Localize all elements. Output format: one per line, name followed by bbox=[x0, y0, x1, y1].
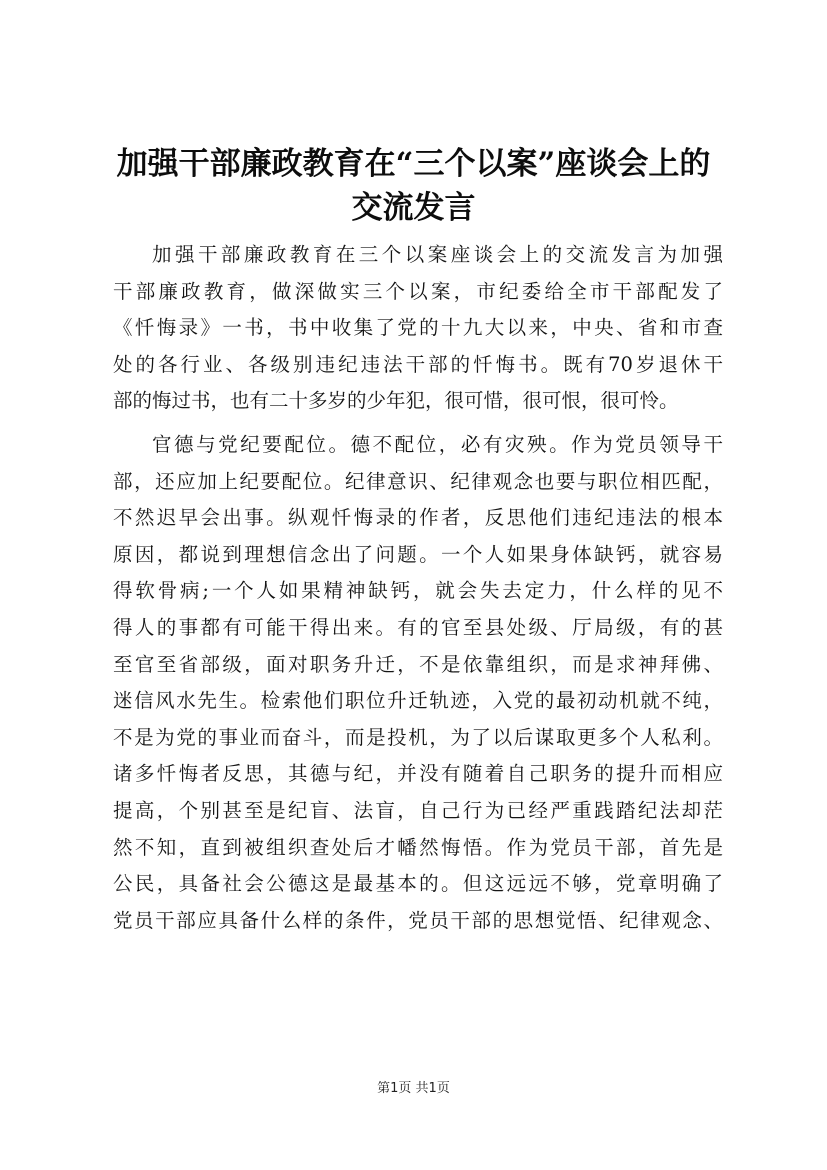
document-body bbox=[113, 237, 723, 939]
paragraph-line: 得软骨病;一个人如果精神缺钙，就会失去定力，什么样的见不 bbox=[113, 579, 723, 603]
paragraph-line: 得人的事都有可能干得出来。有的官至县处级、厅局级，有的甚 bbox=[113, 615, 723, 639]
paragraph-2 bbox=[113, 427, 723, 939]
page-title bbox=[80, 142, 747, 230]
paragraph-line: 至官至省部级，面对职务升迁，不是依靠组织，而是求神拜佛、 bbox=[113, 652, 723, 676]
page-footer: 第1页 共1页 bbox=[377, 1081, 450, 1096]
paragraph-line: 不然迟早会出事。纵观忏悔录的作者，反思他们违纪违法的根本 bbox=[113, 506, 723, 530]
paragraph-line: 《忏悔录》一书，书中收集了党的十九大以来，中央、省和市查 bbox=[113, 316, 723, 340]
paragraph-spacer bbox=[113, 420, 723, 427]
paragraph-line: 官德与党纪要配位。德不配位，必有灾殃。作为党员领导干 bbox=[152, 432, 723, 456]
paragraph-line: 原因，都说到理想信念出了问题。一个人如果身体缺钙，就容易 bbox=[113, 542, 723, 566]
paragraph-line: 部的悔过书，也有二十多岁的少年犯，很可惜，很可恨，很可怜。 bbox=[113, 389, 679, 413]
paragraph-line: 公民，具备社会公德这是最基本的。但这远远不够，党章明确了 bbox=[113, 872, 723, 896]
paragraph-line: 迷信风水先生。检索他们职位升迁轨迹，入党的最初动机就不纯， bbox=[113, 689, 723, 713]
paragraph-line: 干部廉政教育，做深做实三个以案，市纪委给全市干部配发了 bbox=[113, 279, 723, 303]
paragraph-line: 提高，个别甚至是纪盲、法盲，自己行为已经严重践踏纪法却茫 bbox=[113, 798, 723, 822]
paragraph-line: 加强干部廉政教育在三个以案座谈会上的交流发言为加强 bbox=[152, 243, 723, 266]
paragraph-line: 诸多忏悔者反思，其德与纪，并没有随着自己职务的提升而相应 bbox=[113, 762, 723, 786]
title-line-1: 加强干部廉政教育在“三个以案”座谈会上的 bbox=[116, 146, 711, 182]
paragraph-line: 部，还应加上纪要配位。纪律意识、纪律观念也要与职位相匹配， bbox=[113, 469, 723, 493]
title-line-2: 交流发言 bbox=[351, 190, 476, 226]
paragraph-line: 处的各行业、各级别违纪违法干部的忏悔书。既有70岁退休干 bbox=[113, 352, 723, 376]
paragraph-line: 然不知，直到被组织查处后才幡然悔悟。作为党员干部，首先是 bbox=[113, 835, 723, 859]
paragraph-line: 不是为党的事业而奋斗，而是投机，为了以后谋取更多个人私利。 bbox=[113, 725, 723, 749]
paragraph-1 bbox=[113, 237, 723, 420]
paragraph-line: 党员干部应具备什么样的条件，党员干部的思想觉悟、纪律观念、 bbox=[113, 908, 723, 932]
